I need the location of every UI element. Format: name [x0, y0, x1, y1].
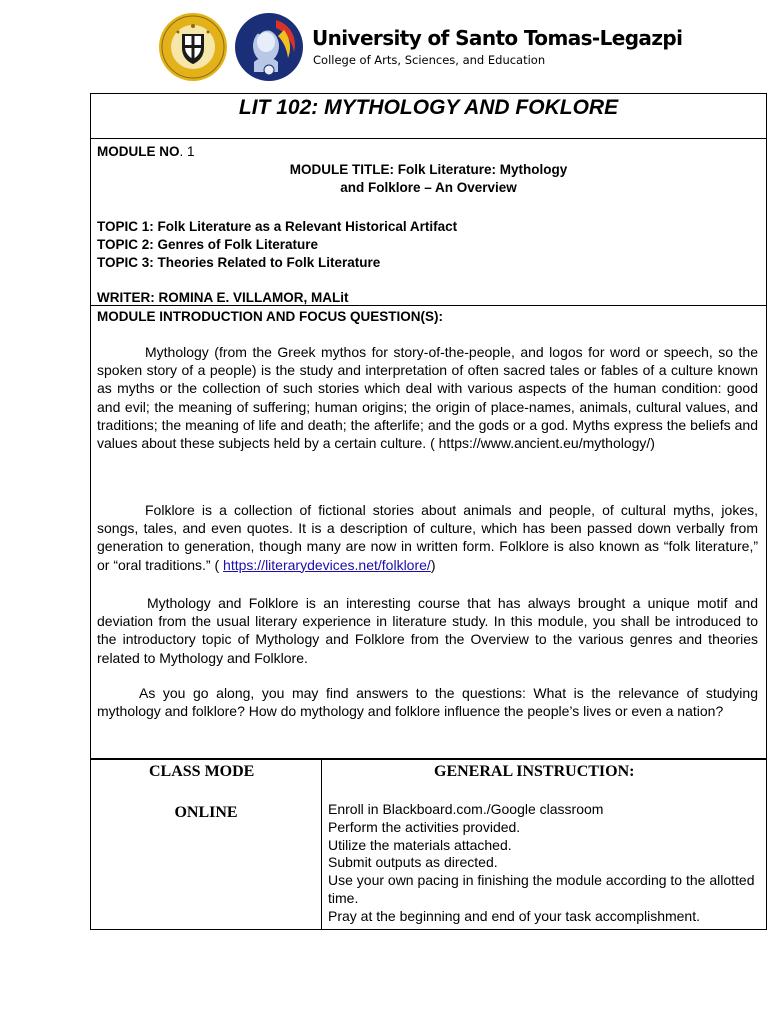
intro-heading: MODULE INTRODUCTION AND FOCUS QUESTION(S):: [97, 309, 443, 324]
paragraph-folklore: Folklore is a collection of fictional stories about animals and people, of cultural myths, jokes, songs, tales, and even quotes. It is a description of culture, which has been passed down verbally from generation to generation, though many are now in written form. Folklore is also known as “folk literature,” or “oral traditions.” ( https://literarydevices.net/folklore/): [97, 502, 758, 573]
paragraph-mythology: Mythology (from the Greek mythos for story-of-the-people, and logos for word or speech, so the spoken story of a people) is the study and interpretation of often sacred tales or fables of a culture known as myths or the collection of such stories which deal with various aspects of the human condition: good and evil; the meaning of suffering; human origins; the origin of place-names, animals, cultural values, and traditions; the meaning of life and death; the afterlife; and the gods or a god. Myths express the beliefs and values about these subjects held by a certain culture. ( https://www.ancient.eu/mythology/): [97, 344, 758, 452]
module-number: [97, 144, 195, 159]
topic-1: TOPIC 1: Folk Literature as a Relevant Historical Artifact: [97, 219, 458, 234]
module-number-label: MODULE NO: [97, 144, 180, 159]
course-title: LIT 102: MYTHOLOGY AND FOKLORE: [238, 96, 619, 119]
instruction-item: Use your own pacing in finishing the module according to the allotted time.: [328, 872, 755, 906]
topic-3: TOPIC 3: Theories Related to Folk Literature: [97, 255, 381, 270]
module-number-value: . 1: [179, 144, 195, 159]
title-row: [91, 94, 766, 139]
paragraph-focus-questions: As you go along, you may find answers to the questions: What is the relevance of studying mythology and folklore? How do mythology and folklore influence the people’s lives or even a nation?: [97, 685, 758, 720]
module-box: [90, 93, 767, 759]
college-name: College of Arts, Sciences, and Education: [313, 53, 546, 67]
column-divider: [321, 760, 322, 929]
instruction-item: Perform the activities provided.: [328, 818, 521, 835]
folklore-source-link[interactable]: https://literarydevices.net/folklore/: [223, 556, 431, 573]
module-info: [91, 139, 766, 306]
module-title-label: MODULE TITLE: [289, 162, 390, 177]
topic-2: TOPIC 2: Genres of Folk Literature: [97, 237, 319, 252]
module-introduction: [91, 306, 766, 758]
university-name: University of Santo Tomas-Legazpi: [312, 26, 683, 50]
college-seal-logo: [234, 12, 304, 82]
module-title-line2: and Folklore – An Overview: [340, 180, 517, 195]
class-mode-value: ONLINE: [174, 804, 238, 821]
instruction-item: Utilize the materials attached.: [328, 836, 512, 853]
instruction-item: Submit outputs as directed.: [328, 854, 498, 871]
class-mode-table: [90, 758, 767, 930]
ust-legazpi-seal-logo: [158, 12, 228, 82]
class-mode-header: CLASS MODE: [149, 763, 255, 780]
instruction-item: Pray at the beginning and end of your task accomplishment.: [328, 907, 700, 924]
paragraph-course: Mythology and Folklore is an interesting course that has always brought a unique motif and deviation from the usual literary experience in literature study. In this module, you shall be introduced to the introductory topic of Mythology and Folklore from the Overview to the various genres and theories related to Mythology and Folklore.: [97, 595, 758, 666]
instruction-list: [328, 801, 758, 926]
module-title-line1: MODULE TITLE: Folk Literature: Mythology: [289, 162, 568, 177]
general-instruction-header: GENERAL INSTRUCTION:: [434, 763, 635, 780]
instruction-item: Enroll in Blackboard.com./Google classroom: [328, 801, 604, 817]
letterhead: [158, 12, 718, 86]
writer: WRITER: ROMINA E. VILLAMOR, MALit: [97, 290, 349, 305]
